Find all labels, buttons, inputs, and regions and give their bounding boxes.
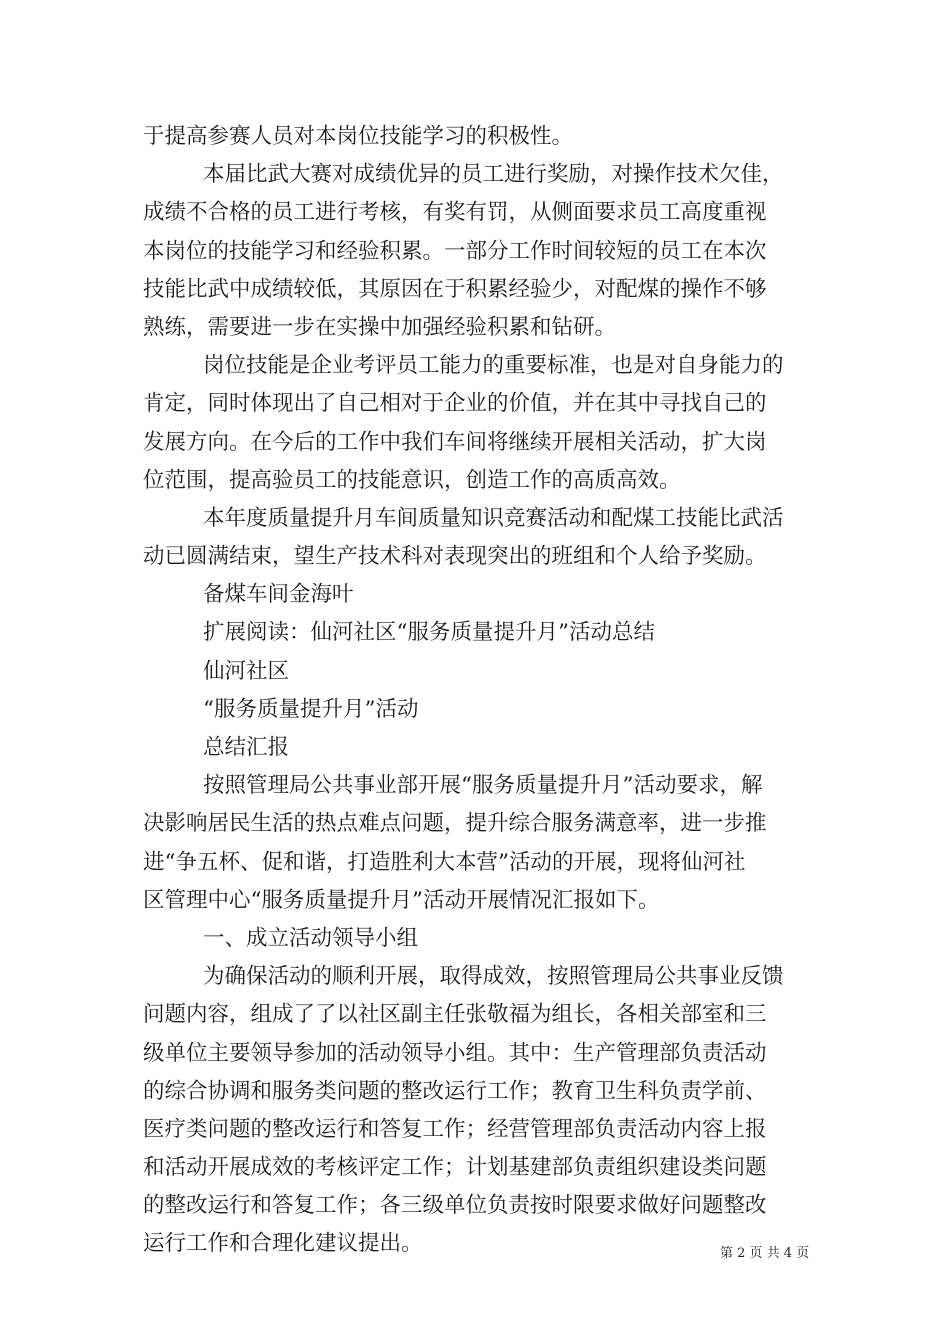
text-line: 决影响居民生活的热点难点问题，提升综合服务满意率，进一步推 (143, 811, 767, 837)
heading-line: “服务质量提升月”活动 (203, 696, 419, 722)
section-heading: 一、成立活动领导小组 (203, 925, 419, 951)
paragraph-start-line: 为确保活动的顺利开展，取得成效，按照管理局公共事业反馈 (203, 964, 784, 990)
text-line: 问题内容，组成了了以社区副主任张敬福为组长，各相关部室和三 (143, 1002, 767, 1028)
text-line: 成绩不合格的员工进行考核，有奖有罚，从侧面要求员工高度重视 (143, 200, 767, 226)
text-line: 医疗类问题的整改运行和答复工作；经营管理部负责活动内容上报 (143, 1116, 767, 1142)
text-line: 位范围，提高验员工的技能意识，创造工作的高质高效。 (143, 467, 681, 493)
text-line: 区管理中心“服务质量提升月”活动开展情况汇报如下。 (143, 887, 660, 913)
text-line: 于提高参赛人员对本岗位技能学习的积极性。 (143, 124, 574, 149)
text-line: 本岗位的技能学习和经验积累。一部分工作时间较短的员工在本次 (143, 238, 767, 264)
text-line: 运行工作和合理化建议提出。 (143, 1231, 423, 1257)
text-line: 和活动开展成效的考核评定工作；计划基建部负责组织建设类问题 (143, 1155, 767, 1181)
text-line: 技能比武中成绩较低，其原因在于积累经验少，对配煤的操作不够 (143, 276, 767, 302)
paragraph-start-line: 本年度质量提升月车间质量知识竞赛活动和配煤工技能比武活 (203, 505, 784, 531)
paragraph-start-line: 按照管理局公共事业部开展“服务质量提升月”活动要求，解 (203, 773, 763, 799)
signature-line: 备煤车间金海叶 (203, 582, 354, 608)
text-line: 的整改运行和答复工作；各三级单位负责按时限要求做好问题整改 (143, 1193, 767, 1219)
text-line: 进“争五杯、促和谐，打造胜利大本营”活动的开展，现将仙河社 (143, 849, 746, 875)
heading-line: 仙河社区 (203, 658, 290, 684)
extended-reading-title: 扩展阅读：仙河社区“服务质量提升月”活动总结 (203, 620, 655, 646)
text-line: 动已圆满结束，望生产技术科对表现突出的班组和个人给予奖励。 (143, 544, 767, 570)
heading-line: 总结汇报 (203, 735, 290, 760)
page-number: 第 2 页 共 4 页 (720, 1246, 810, 1261)
paragraph-start-line: 岗位技能是企业考评员工能力的重要标准，也是对自身能力的 (203, 353, 784, 379)
text-line: 肯定，同时体现出了自己相对于企业的价值，并在其中寻找自己的 (143, 391, 767, 417)
text-line: 的综合协调和服务类问题的整改运行工作；教育卫生科负责学前、 (143, 1078, 767, 1104)
text-line: 级单位主要领导参加的活动领导小组。其中：生产管理部负责活动 (143, 1040, 767, 1066)
text-line: 熟练，需要进一步在实操中加强经验积累和钻研。 (143, 314, 617, 340)
document-body (143, 118, 815, 1264)
text-line: 发展方向。在今后的工作中我们车间将继续开展相关活动，扩大岗 (143, 429, 767, 455)
paragraph-start-line: 本届比武大赛对成绩优异的员工进行奖励，对操作技术欠佳， (203, 162, 784, 188)
